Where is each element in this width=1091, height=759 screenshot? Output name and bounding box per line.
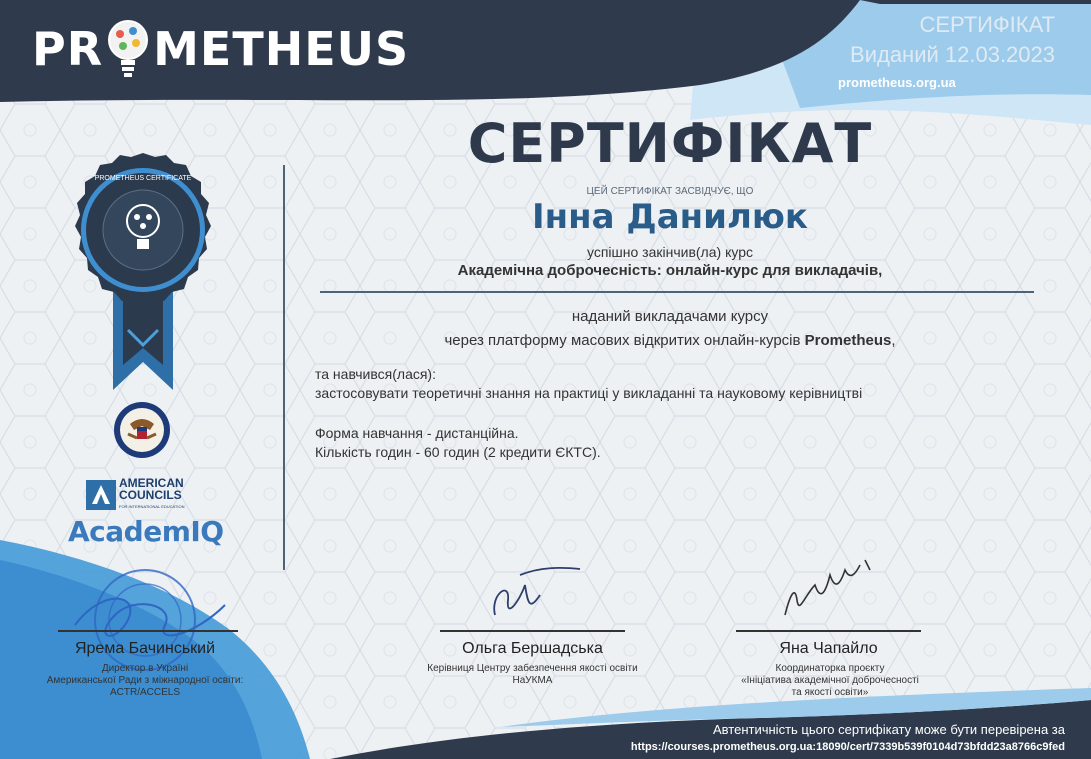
signatory-1-name: Ярема Бачинський [74, 640, 216, 657]
signatory-3-name: Яна Чапайло [779, 640, 878, 657]
american-councils-logo [86, 477, 184, 513]
platform-name: Prometheus [804, 332, 892, 349]
stamp-and-signature-1 [55, 565, 235, 675]
verification-url[interactable]: https://courses.prometheus.org.ua:18090/cert/7339b539f0104d73bfdd23a8766c9fed [630, 741, 1065, 753]
signatory-3-role [700, 663, 960, 699]
study-hours: Кількість годин - 60 годин (2 кредити ЄКТС). [315, 444, 601, 460]
lightbulb-icon [105, 18, 151, 80]
signatory-3-role-line1: Координаторка проєкту [775, 663, 885, 674]
signatory-1-role [20, 663, 270, 699]
seal-ring-text: PROMETHEUS CERTIFICATE [94, 175, 192, 182]
signatory-2-role-line1: Керівниця Центру забезпечення якості освіти [427, 663, 638, 674]
site-link[interactable]: prometheus.org.ua [838, 75, 956, 90]
signature-2 [480, 565, 590, 625]
signature-line-3 [736, 630, 921, 632]
platform-prefix: через платформу масових відкритих онлайн-курсів [444, 332, 805, 349]
verification-text: Автентичність цього сертифікату може бути перевірена за [713, 722, 1065, 737]
certifies-text: ЦЕЙ СЕРТИФІКАТ ЗАСВІДЧУЄ, ЩО [586, 186, 754, 197]
learned-label: та навчився(лася): [315, 366, 436, 382]
academiq-logo: AcademIQ [68, 515, 224, 548]
prometheus-logo [32, 18, 409, 80]
prometheus-seal [58, 150, 228, 400]
signatory-2-role [395, 663, 670, 687]
american-councils-line1: AMERICAN [119, 476, 184, 490]
platform-text [300, 332, 1040, 349]
signatory-3-role-line3: та якості освіти» [791, 687, 869, 698]
signatory-2-name: Ольга Бершадська [462, 640, 603, 657]
signatory-1-role-line3: ACTR/ACCELS [109, 687, 180, 698]
signatory-2-role-line2: НаУКМА [512, 675, 553, 686]
american-councils-line2: COUNCILS [119, 488, 182, 502]
recipient-name: Інна Данилюк [532, 197, 808, 237]
logo-text-left: PR [32, 22, 104, 76]
signature-line-1 [58, 630, 238, 632]
issue-date: Виданий 12.03.2023 [850, 42, 1055, 67]
completed-text: успішно закінчив(ла) курс [587, 244, 753, 260]
course-name: Академічна доброчесність: онлайн-курс для викладачів, [457, 262, 883, 279]
learned-text: застосовувати теоретичні знання на практиці у викладанні та науковому керівництві [315, 385, 863, 401]
vertical-divider [283, 165, 285, 570]
certificate-title: СЕРТИФІКАТ [467, 112, 873, 175]
american-councils-icon [86, 480, 116, 510]
signature-3 [775, 555, 885, 625]
signatory-1-role-line1: Директор в Україні [101, 663, 189, 674]
american-councils-line3: FOR INTERNATIONAL EDUCATION [119, 504, 185, 509]
signatory-3-role-line2: «Ініціатива академічної доброчесності [741, 675, 919, 686]
logo-text-right: METHEUS [153, 22, 410, 76]
study-form: Форма навчання - дистанційна. [315, 425, 519, 441]
signature-line-2 [440, 630, 625, 632]
horizontal-divider [320, 291, 1034, 293]
department-of-state-seal [106, 400, 178, 460]
platform-suffix: , [891, 332, 896, 349]
signatory-1-role-line2: Американської Ради з міжнародної освіти: [46, 675, 244, 686]
provided-text: наданий викладачами курсу [571, 308, 769, 325]
header-title: СЕРТИФІКАТ [919, 12, 1055, 37]
